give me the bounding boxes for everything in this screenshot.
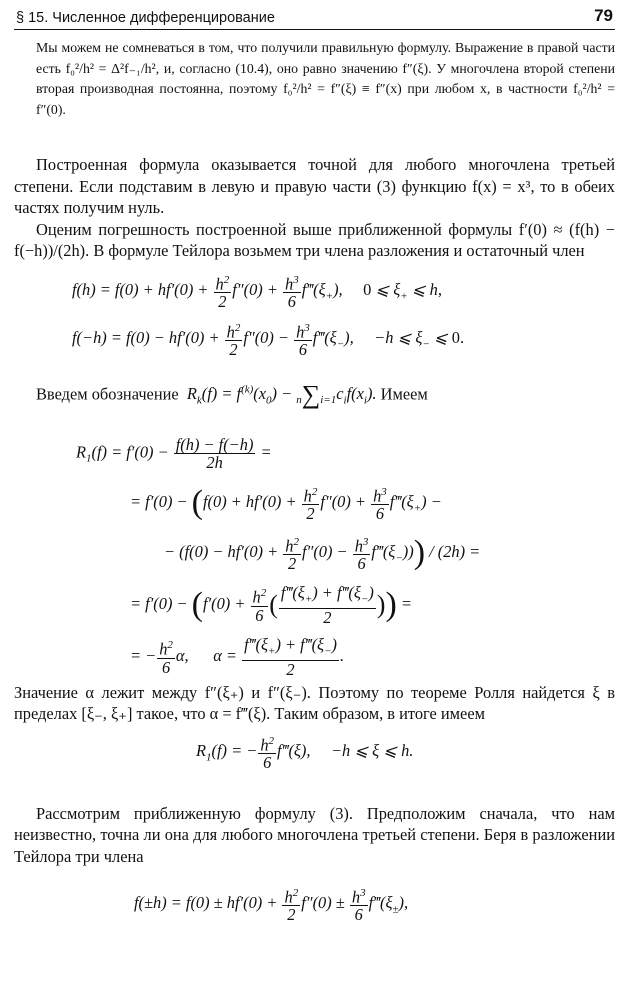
paragraph-exactness: Построенная формула оказывается точной для любого многочлена третьей степени. Если подставим в левую и правую части (3) функцию f(x) = x³, то в обеих частях получим нуль. <box>14 155 615 217</box>
taylor-plus-minus: f(±h) = f(0) ± hf′(0) + $\frac{h^2}{2}$ f″(0) ± $\frac{h^3}{6}$ $f‴(\xi_\pm)$, <box>134 887 409 925</box>
derivation-line-1: $R_1(f) = f'(0)$ − $\frac{f(h) - f(-h)}{2h}$ = <box>76 434 272 472</box>
derivation-line-5: = − $\frac{h^2}{6}$ α, α = $\frac{f‴(\xi_+) + f‴(\xi_-)}{2}$ . <box>130 634 345 679</box>
notation-outro: Имеем <box>380 383 428 403</box>
paragraph-error-estimate: Оценим погрешность построенной выше приближенной формулы f′(0) ≈ (f(h) − f(−h))/(2h). В формуле Тейлора возьмем три члена разложения и остаточный член <box>14 219 615 260</box>
paragraph-rolle: Значение α лежит между f″(ξ₊) и f″(ξ₋). Поэтому по теореме Ролля найдется ξ в пределах [ξ₋, ξ₊] такое, что α = f‴(ξ). Таким образом, в итоге имеем <box>14 682 615 723</box>
section-title: § 15. Численное дифференцирование <box>16 10 275 26</box>
derivation-line-3: − (f(0) − hf′(0) + $\frac{h^2}{2}$ f″(0) − $\frac{h^3}{6}$ $f‴(\xi_-))) / (2h)$ = <box>164 533 481 573</box>
paragraph-formula-three: Рассмотрим приближенную формулу (3). Предположим сначала, что нам неизвестно, точна ли она для любого многочлена третьей степени. Беря в разложении Тейлора три члена <box>14 803 615 866</box>
result-equation: $R_1(f)$ = − $\frac{h^2}{6}$ f‴(ξ), −h ⩽ ξ ⩽ h. <box>196 734 414 772</box>
equation-taylor-plus: f(h) = f(0) + hf′(0) + $\frac{h^2}{2}$ f″(0) + $\frac{h^3}{6}$ $f‴(\xi_+)$, 0 ⩽ $\xi_+$ ⩽ h, <box>72 273 442 311</box>
remainder-derivation <box>14 424 615 679</box>
page-number: 79 <box>594 6 613 25</box>
equation-taylor-minus: f(−h) = f(0) − hf′(0) + $\frac{h^2}{2}$ f″(0) − $\frac{h^3}{6}$ $f‴(\xi_-)$, −h ⩽ $\xi_-$ ⩽ 0. <box>72 321 465 359</box>
derivation-line-2: = f′(0) − (f(0) + hf′(0) + $\frac{h^2}{2}$ f″(0) + $\frac{h^3}{6}$ $f‴(\xi_+)$ − <box>130 483 442 523</box>
derivation-line-4: = f′(0) − (f′(0) + $\frac{h^2}{6}$ ( $\frac{f‴(\xi_+) + f‴(\xi_-)}{2}$ )) = <box>130 582 412 627</box>
notation-intro: Введем обозначение <box>36 383 179 403</box>
note-paragraph: Мы можем не сомневаться в том, что получили правильную формулу. Выражение в правой части есть f₀²/h² = Δ²f₋₁/h², и, согласно (10.4), оно равно значению f″(ξ). У многочлена второй степени вторая производная постоянна, поэтому f₀²/h² = f″(ξ) ≡ f″(x) при любом x, в частности f₀²/h² = f″(0). <box>36 40 615 117</box>
running-header <box>14 6 615 30</box>
taylor-equations <box>14 262 615 362</box>
notation-line: Введем обозначение $R_k(f) = f^{(k)}(x_0) - n\sum i=1c_if(x_i)$. Имеем <box>36 380 428 410</box>
